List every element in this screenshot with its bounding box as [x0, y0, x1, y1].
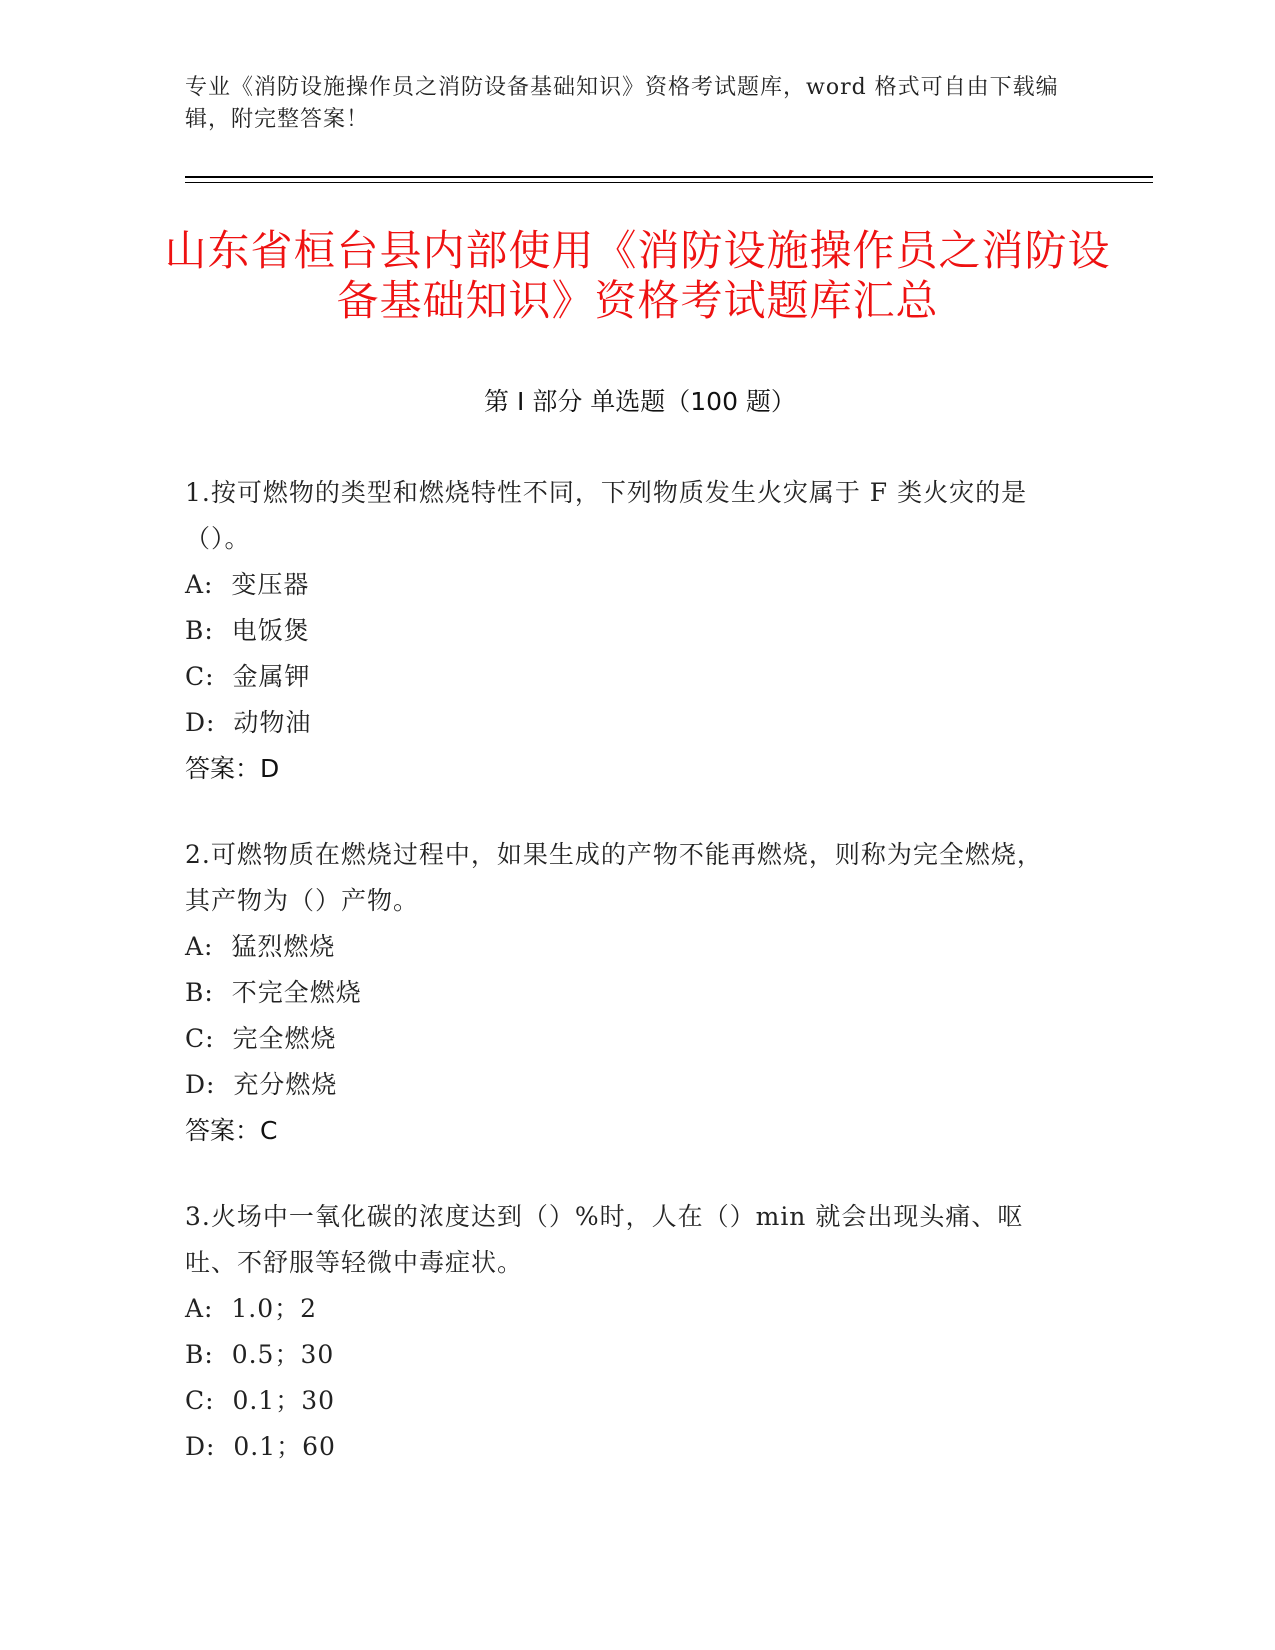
option-a: A: 变压器 — [185, 570, 310, 599]
question-1 — [185, 470, 1065, 792]
option-a: A: 1.0；2 — [185, 1294, 318, 1323]
option-d: D: 充分燃烧 — [185, 1070, 338, 1099]
answer: 答案：C — [185, 1116, 278, 1145]
answer: 答案：D — [185, 754, 280, 783]
question-list — [185, 470, 1065, 1510]
option-c: C: 0.1；30 — [185, 1386, 336, 1415]
document-title: 山东省桓台县内部使用《消防设施操作员之消防设备基础知识》资格考试题库汇总 — [164, 226, 1111, 325]
question-stem: 1.按可燃物的类型和燃烧特性不同，下列物质发生火灾属于 F 类火灾的是（）。 — [185, 478, 1028, 553]
question-stem: 2.可燃物质在燃烧过程中，如果生成的产物不能再燃烧，则称为完全燃烧，其产物为（）产物。 — [185, 840, 1043, 915]
option-c: C: 完全燃烧 — [185, 1024, 337, 1053]
header-divider-thick — [185, 176, 1153, 178]
question-2 — [185, 832, 1065, 1154]
header-note: 专业《消防设施操作员之消防设备基础知识》资格考试题库，word 格式可自由下载编辑，附完整答案！ — [185, 75, 1059, 132]
option-d: D: 动物油 — [185, 708, 312, 737]
option-d: D: 0.1；60 — [185, 1432, 336, 1461]
section-title: 第 I 部分 单选题（100 题） — [484, 387, 796, 416]
option-a: A: 猛烈燃烧 — [185, 932, 336, 961]
question-3 — [185, 1194, 1065, 1470]
option-b: B: 电饭煲 — [185, 616, 310, 645]
option-b: B: 0.5；30 — [185, 1340, 335, 1369]
header-divider-thin — [185, 182, 1153, 183]
question-stem: 3.火场中一氧化碳的浓度达到（）%时，人在（）min 就会出现头痛、呕吐、不舒服等轻微中毒症状。 — [185, 1202, 1024, 1277]
option-b: B: 不完全燃烧 — [185, 978, 362, 1007]
option-c: C: 金属钾 — [185, 662, 311, 691]
